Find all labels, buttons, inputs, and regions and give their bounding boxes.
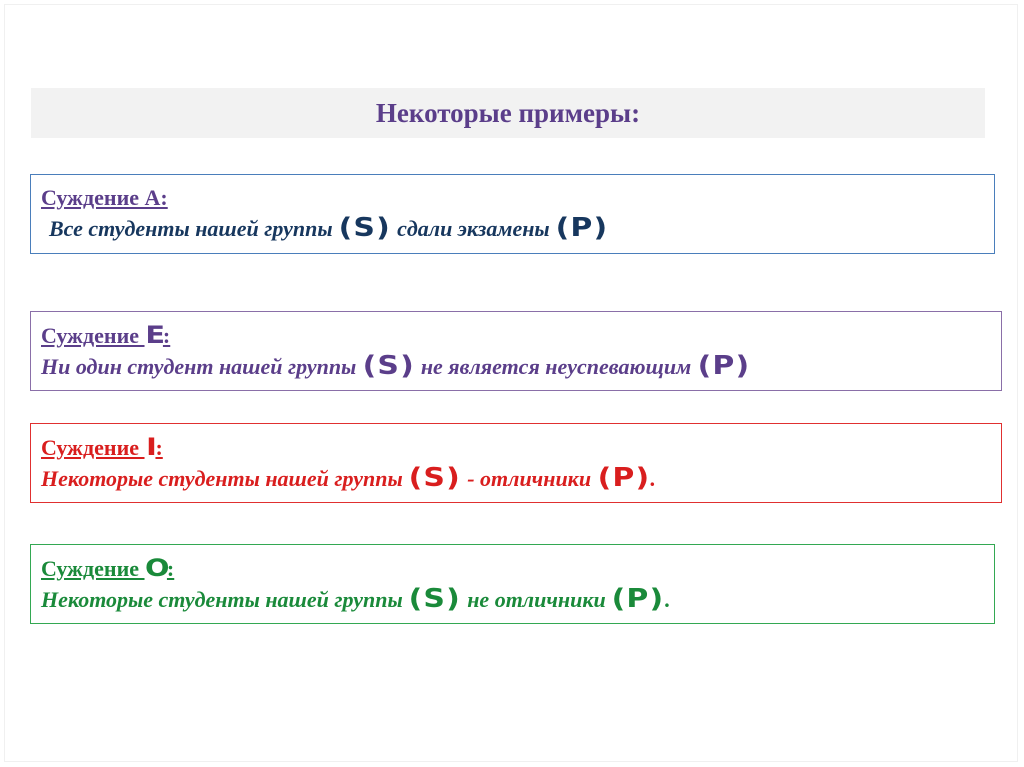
subject-symbol: (S) xyxy=(362,351,415,381)
predicate-symbol: (P) xyxy=(697,351,750,381)
judgement-i-heading xyxy=(41,432,991,463)
judgement-a-statement xyxy=(41,213,984,244)
page-title: Некоторые примеры: xyxy=(375,97,641,128)
judgement-i-box xyxy=(30,423,1002,503)
judgement-i-text-3: . xyxy=(650,466,656,491)
judgement-a-box xyxy=(30,174,995,254)
judgement-e-heading-suffix: : xyxy=(162,323,171,348)
judgement-e-text-1: Ни один студент нашей группы xyxy=(41,354,362,379)
judgement-o-heading xyxy=(41,553,984,584)
judgement-i-statement xyxy=(41,463,991,494)
judgement-e-heading xyxy=(41,320,991,351)
judgement-i-heading-prefix: Суждение xyxy=(41,435,145,460)
judgement-e-letter: E xyxy=(144,321,165,349)
judgement-a-text-2: сдали экзамены xyxy=(391,216,556,241)
predicate-symbol: (P) xyxy=(611,584,665,614)
judgement-i-text-2: - отличники xyxy=(461,466,597,491)
judgement-e-heading-prefix: Суждение xyxy=(41,323,145,348)
judgement-a-heading: Суждение А: xyxy=(41,185,168,210)
judgement-e-statement xyxy=(41,351,991,382)
judgement-i-letter: I xyxy=(145,433,157,461)
judgement-o-text-1: Некоторые студенты нашей группы xyxy=(41,587,409,612)
judgement-i-text-1: Некоторые студенты нашей группы xyxy=(41,466,409,491)
judgement-e-box xyxy=(30,311,1002,391)
subject-symbol: (S) xyxy=(338,213,392,243)
judgement-o-letter: O xyxy=(144,554,169,582)
judgement-e-text-2: не является неуспевающим xyxy=(415,354,697,379)
judgement-o-statement xyxy=(41,584,984,615)
title-bar xyxy=(31,88,985,138)
judgement-o-text-2: не отличники xyxy=(461,587,612,612)
subject-symbol: (S) xyxy=(408,463,462,493)
judgement-o-text-3: . xyxy=(665,587,671,612)
judgement-i-heading-suffix: : xyxy=(155,435,163,460)
judgement-o-box xyxy=(30,544,995,624)
predicate-symbol: (P) xyxy=(555,213,609,243)
subject-symbol: (S) xyxy=(408,584,462,614)
judgement-o-heading-suffix: : xyxy=(166,556,175,581)
judgement-a-text-1: Все студенты нашей группы xyxy=(49,216,339,241)
judgement-o-heading-prefix: Суждение xyxy=(41,556,145,581)
predicate-symbol: (P) xyxy=(597,463,650,493)
